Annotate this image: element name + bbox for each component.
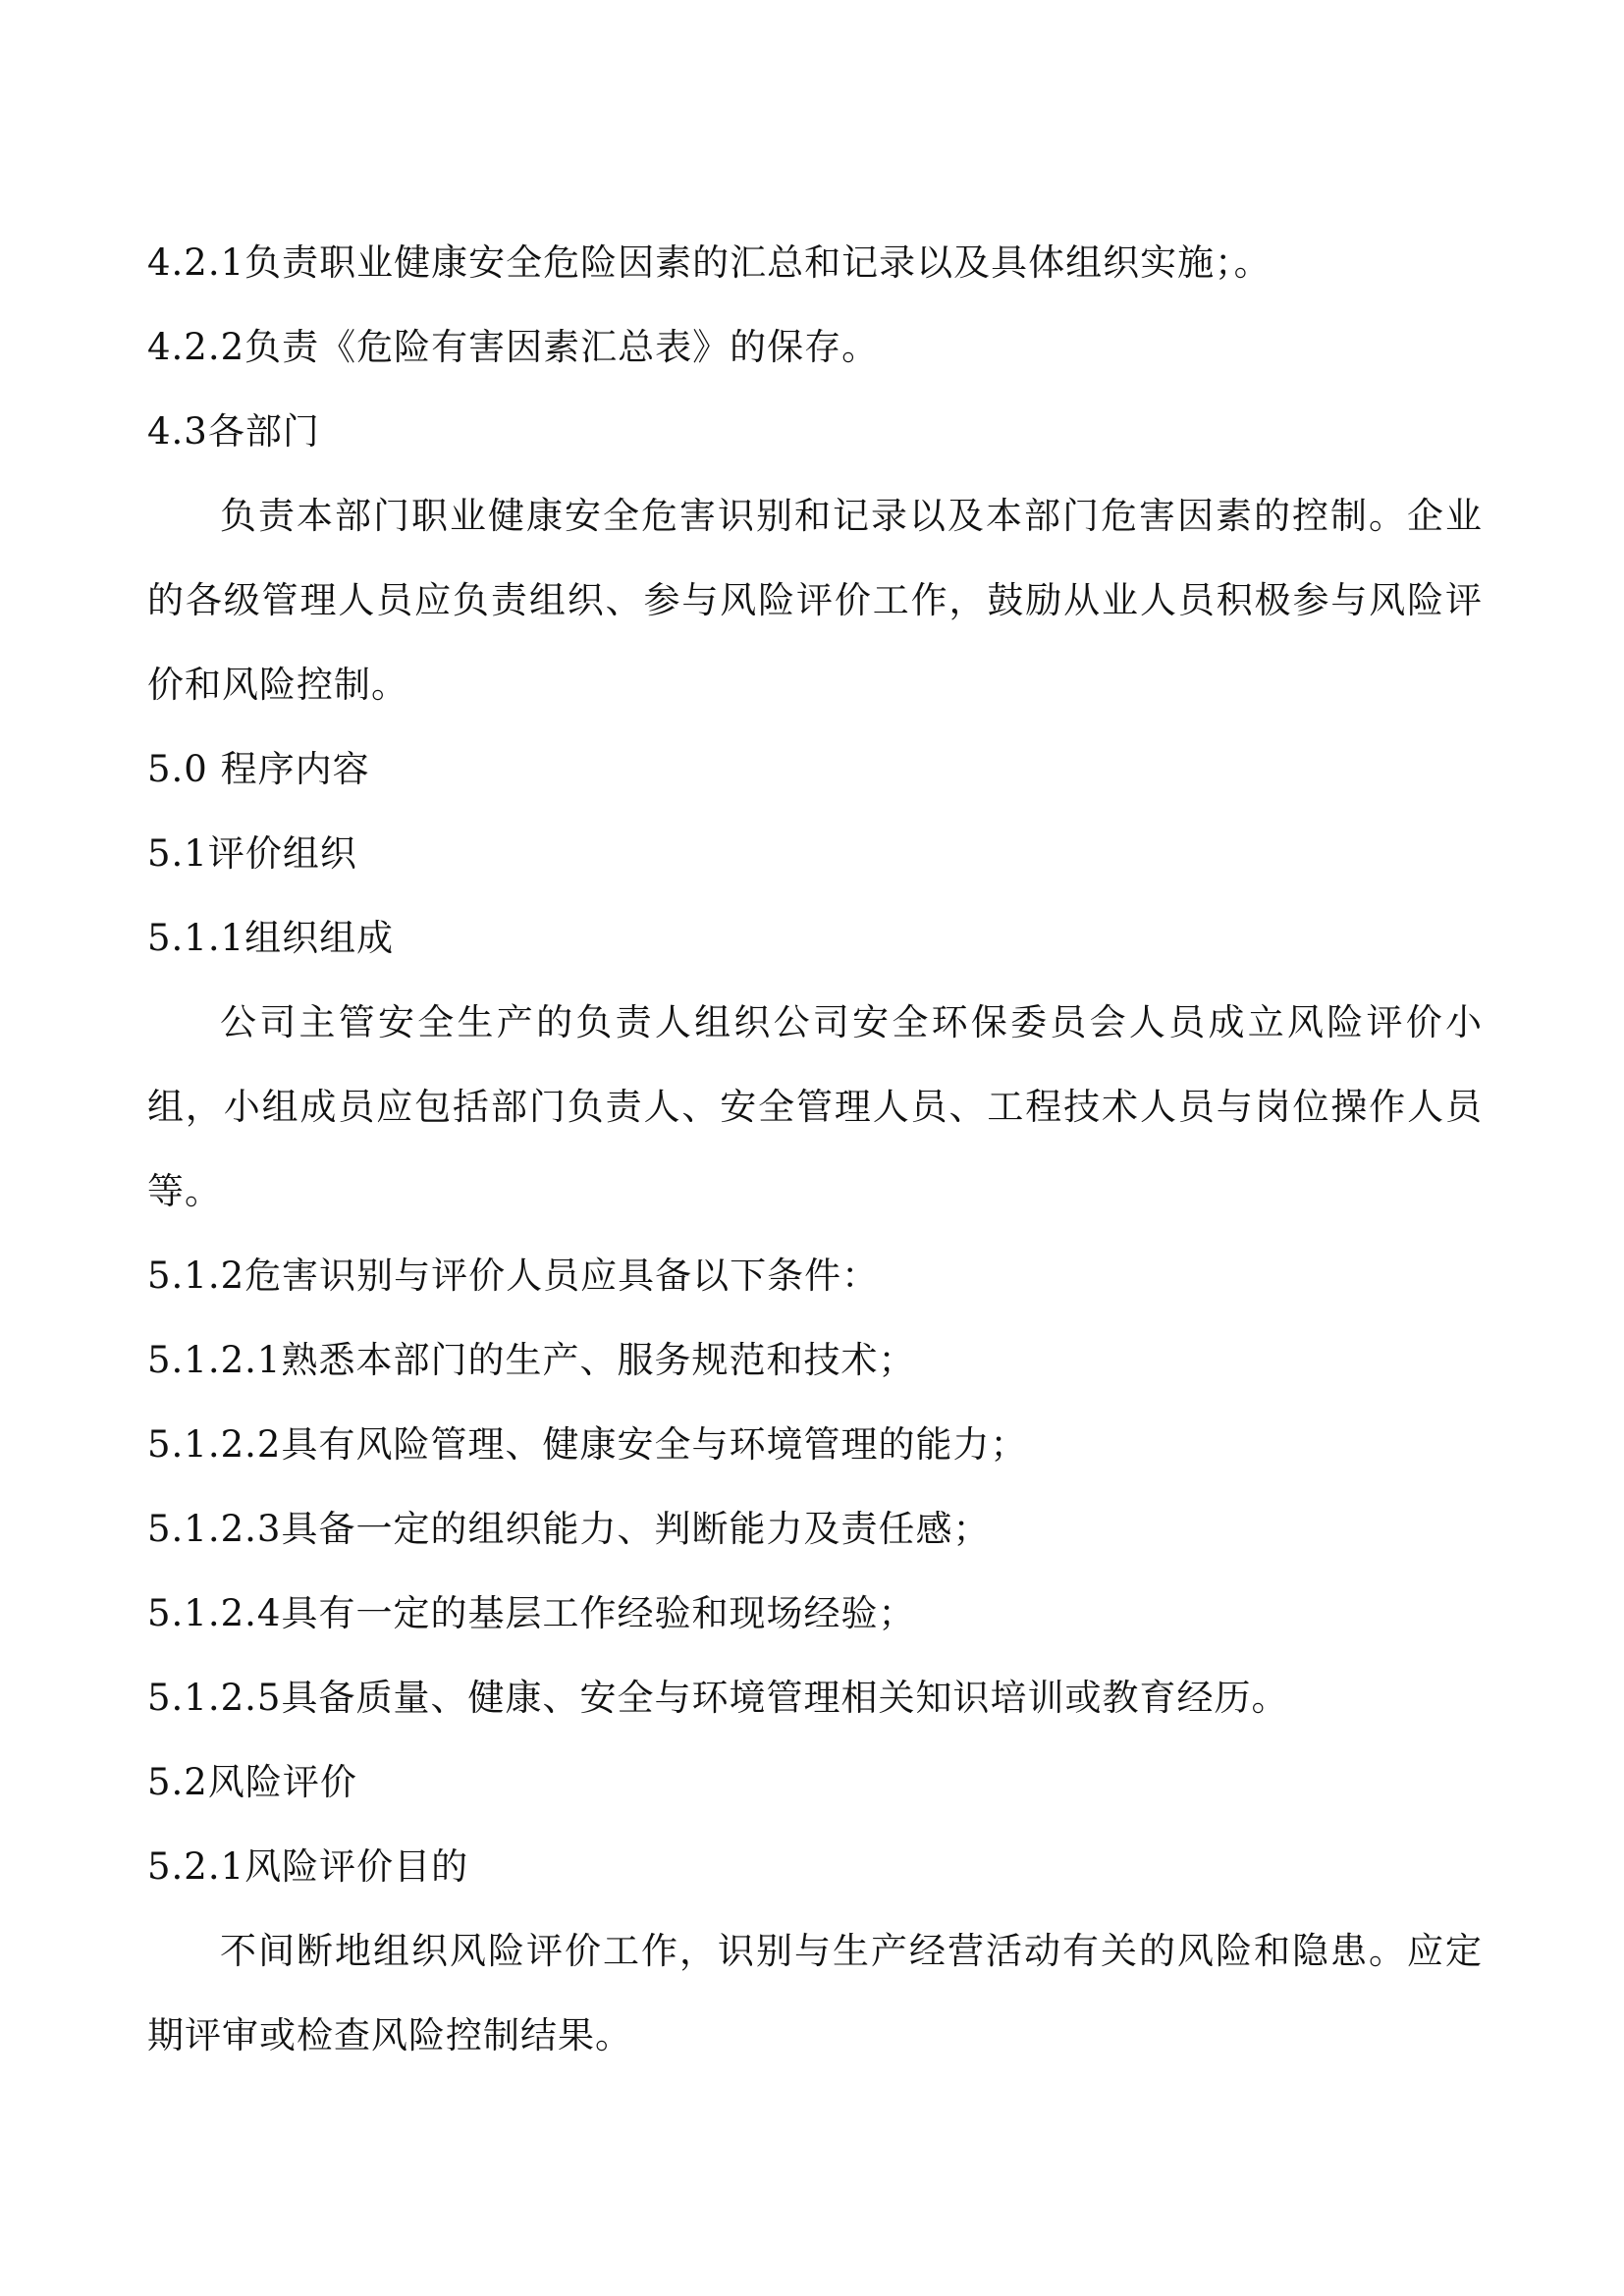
clause-5-1-2-1: 5.1.2.1熟悉本部门的生产、服务规范和技术； — [147, 1339, 916, 1381]
document-body — [147, 221, 1483, 2078]
section-5-1-1-paragraph: 公司主管安全生产的负责人组织公司安全环保委员会人员成立风险评价小组，小组成员应包括部门负责人、安全管理人员、工程技术人员与岗位操作人员等。 — [147, 1001, 1483, 1212]
section-5-2-1-paragraph: 不间断地组织风险评价工作，识别与生产经营活动有关的风险和隐患。应定期评审或检查风险控制结果。 — [147, 1930, 1483, 2056]
section-4-3-heading: 4.3各部门 — [147, 410, 320, 453]
clause-5-1-2-3: 5.1.2.3具备一定的组织能力、判断能力及责任感； — [147, 1508, 991, 1550]
section-5-1-1-heading: 5.1.1组织组成 — [147, 917, 395, 959]
section-5-2-1-heading: 5.2.1风险评价目的 — [147, 1845, 469, 1888]
section-5-1-heading: 5.1评价组织 — [147, 832, 357, 875]
section-5-2-heading: 5.2风险评价 — [147, 1761, 357, 1803]
clause-5-1-2-2: 5.1.2.2具有风险管理、健康安全与环境管理的能力； — [147, 1423, 1028, 1466]
section-5-0-heading: 5.0 程序内容 — [147, 748, 370, 790]
clause-5-1-2: 5.1.2危害识别与评价人员应具备以下条件： — [147, 1255, 880, 1297]
clause-5-1-2-4: 5.1.2.4具有一定的基层工作经验和现场经验； — [147, 1592, 916, 1634]
section-4-3-paragraph: 负责本部门职业健康安全危害识别和记录以及本部门危害因素的控制。企业的各级管理人员应负责组织、参与风险评价工作，鼓励从业人员积极参与风险评价和风险控制。 — [147, 495, 1483, 706]
clause-5-1-2-5: 5.1.2.5具备质量、健康、安全与环境管理相关知识培训或教育经历。 — [147, 1677, 1289, 1719]
clause-4-2-2: 4.2.2负责《危险有害因素汇总表》的保存。 — [147, 326, 880, 368]
clause-4-2-1: 4.2.1负责职业健康安全危险因素的汇总和记录以及具体组织实施；。 — [147, 241, 1272, 284]
